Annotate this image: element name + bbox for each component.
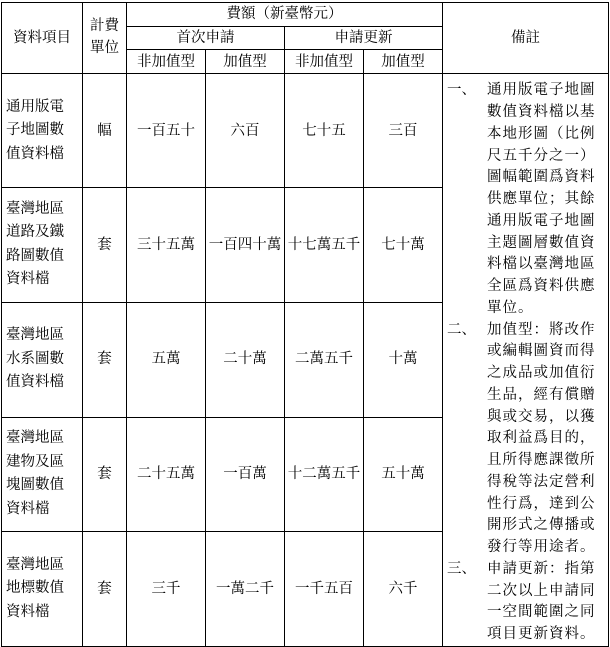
note-number: 一、 bbox=[447, 82, 476, 99]
note-text: 申請更新：指第二次以上申請同一空間範圍之同項目更新資料。 bbox=[487, 560, 596, 643]
note-item bbox=[447, 80, 604, 319]
header-remarks: 備註 bbox=[443, 3, 609, 74]
renew-non-value-added-fee: 二萬五千 bbox=[285, 302, 364, 417]
item-name: 臺灣地區水系圖數值資料檔 bbox=[2, 302, 83, 417]
first-value-added-fee: 六百 bbox=[206, 74, 285, 188]
item-name: 通用版電子地圖數值資料檔 bbox=[2, 74, 83, 188]
unit-cell: 套 bbox=[83, 188, 127, 303]
first-non-value-added-fee: 三千 bbox=[127, 532, 206, 647]
item-name: 臺灣地區地標數值資料檔 bbox=[2, 532, 83, 647]
unit-cell: 套 bbox=[83, 417, 127, 532]
note-item bbox=[447, 320, 604, 559]
note-item bbox=[447, 559, 604, 646]
header-first-non-value-added: 非加值型 bbox=[127, 50, 206, 74]
first-value-added-fee: 一百四十萬 bbox=[206, 188, 285, 303]
header-item: 資料項目 bbox=[2, 3, 83, 74]
header-fee: 費額（新臺幣元） bbox=[127, 3, 443, 27]
note-number: 三、 bbox=[447, 560, 476, 577]
renew-non-value-added-fee: 十二萬五千 bbox=[285, 417, 364, 532]
renew-value-added-fee: 七十萬 bbox=[364, 188, 443, 303]
first-non-value-added-fee: 二十五萬 bbox=[127, 417, 206, 532]
renew-non-value-added-fee: 一千五百 bbox=[285, 532, 364, 647]
header-renew-non-value-added: 非加值型 bbox=[285, 50, 364, 74]
note-number: 二、 bbox=[447, 321, 476, 338]
note-text: 加值型：將改作或編輯圖資而得之成品或加值衍生品，經有償贈與或交易，以獲取利益爲目的，且所得應課徵所得稅等法定營利性行爲，達到公開形式之傳播或發行等用途者。 bbox=[487, 321, 596, 556]
first-value-added-fee: 一萬二千 bbox=[206, 532, 285, 647]
renew-non-value-added-fee: 十七萬五千 bbox=[285, 188, 364, 303]
renew-non-value-added-fee: 七十五 bbox=[285, 74, 364, 188]
first-value-added-fee: 二十萬 bbox=[206, 302, 285, 417]
first-non-value-added-fee: 五萬 bbox=[127, 302, 206, 417]
header-renew-apply: 申請更新 bbox=[285, 27, 443, 50]
unit-cell: 套 bbox=[83, 532, 127, 647]
renew-value-added-fee: 六千 bbox=[364, 532, 443, 647]
fee-table bbox=[1, 2, 609, 647]
item-name: 臺灣地區道路及鐵路圖數值資料檔 bbox=[2, 188, 83, 303]
renew-value-added-fee: 十萬 bbox=[364, 302, 443, 417]
item-name: 臺灣地區建物及區塊圖數值資料檔 bbox=[2, 417, 83, 532]
renew-value-added-fee: 三百 bbox=[364, 74, 443, 188]
header-renew-value-added: 加值型 bbox=[364, 50, 443, 74]
header-unit: 計費單位 bbox=[83, 3, 127, 74]
note-text: 通用版電子地圖數值資料檔以基本地形圖（比例尺五千分之一）圖幅範圍爲資料供應單位；其餘通用版電子地圖主題圖層數值資料檔以臺灣地區全區爲資料供應單位。 bbox=[487, 82, 596, 316]
unit-cell: 套 bbox=[83, 302, 127, 417]
header-first-apply: 首次申請 bbox=[127, 27, 285, 50]
first-non-value-added-fee: 三十五萬 bbox=[127, 188, 206, 303]
header-first-value-added: 加值型 bbox=[206, 50, 285, 74]
remarks-cell bbox=[443, 74, 609, 647]
first-non-value-added-fee: 一百五十 bbox=[127, 74, 206, 188]
first-value-added-fee: 一百萬 bbox=[206, 417, 285, 532]
renew-value-added-fee: 五十萬 bbox=[364, 417, 443, 532]
unit-cell: 幅 bbox=[83, 74, 127, 188]
table-row bbox=[2, 74, 609, 188]
